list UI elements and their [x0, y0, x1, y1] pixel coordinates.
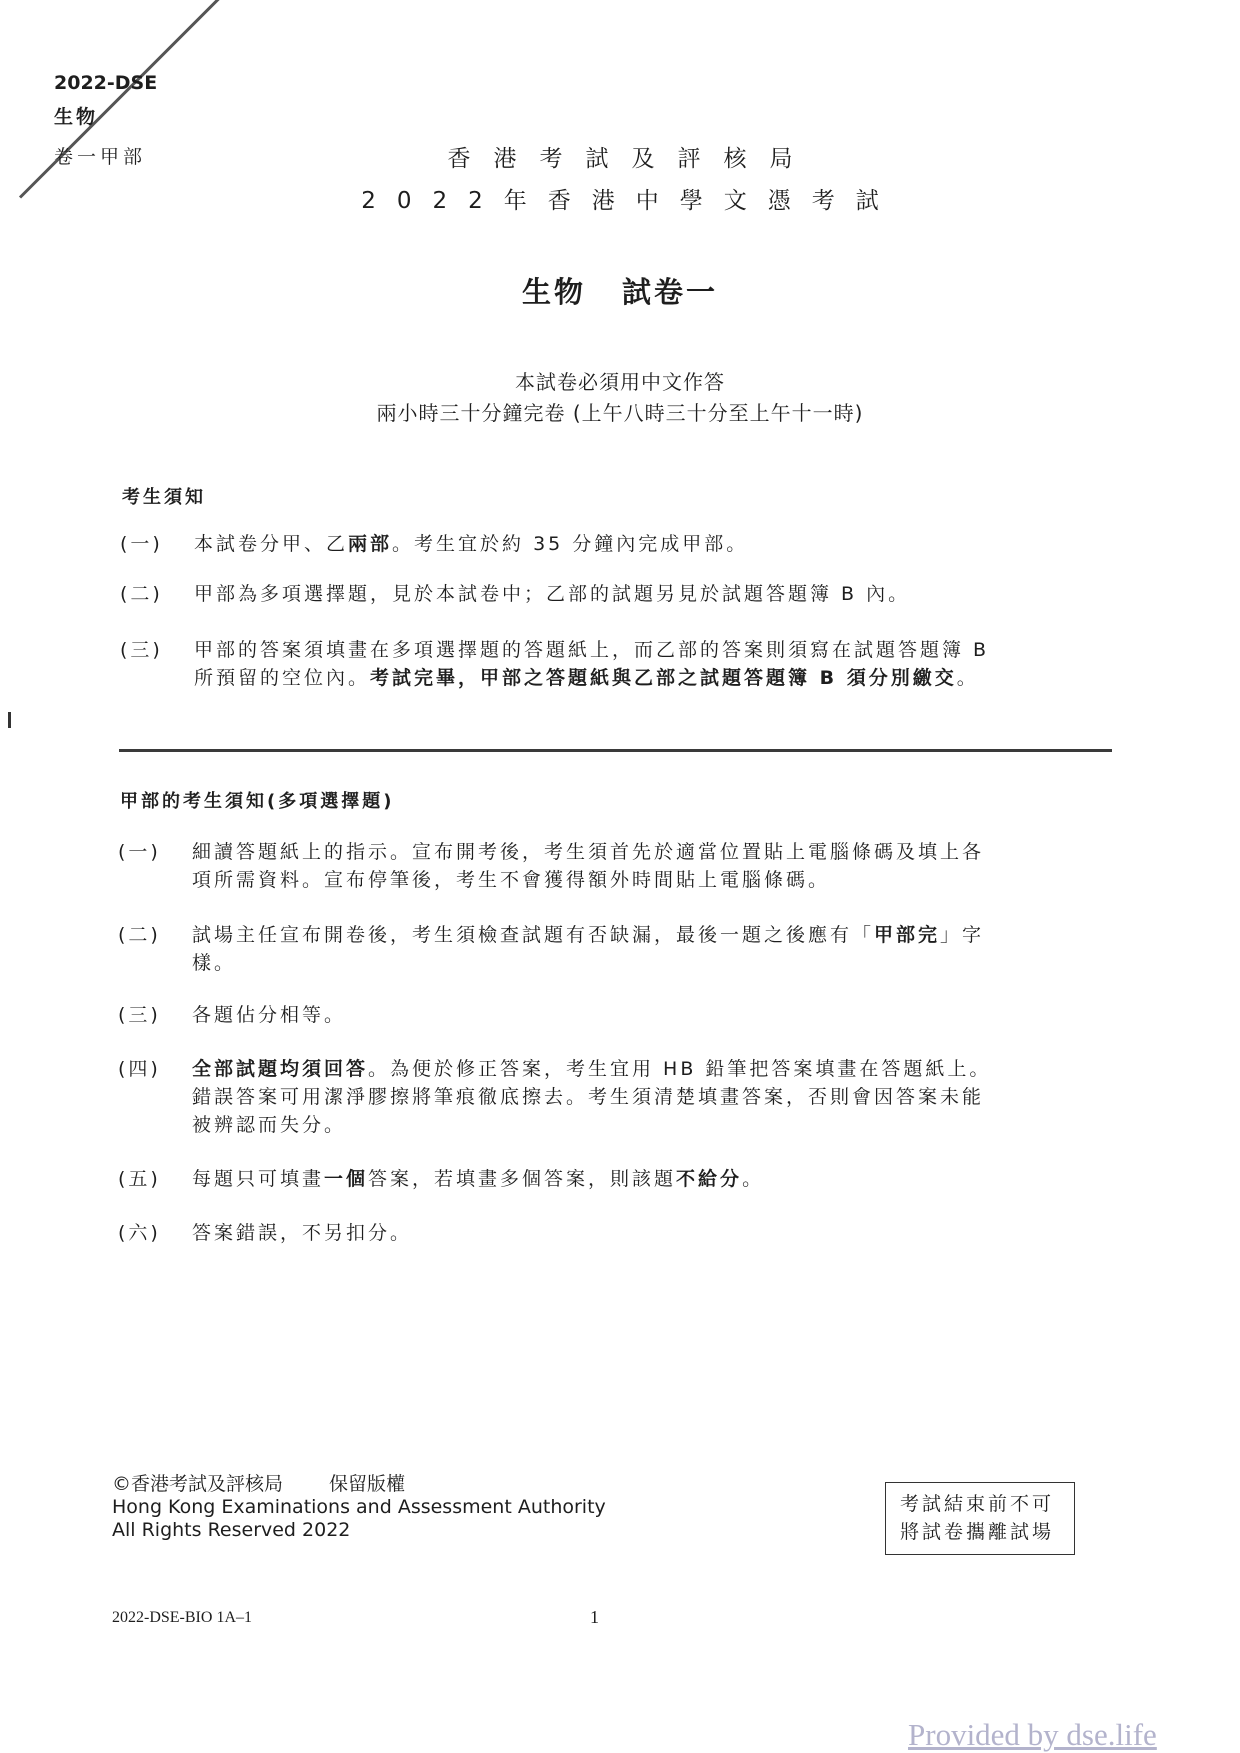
- exam-name: 2022年香港中學文憑考試: [361, 188, 900, 214]
- item-number: (一): [120, 533, 163, 555]
- copyright-authority-en: Hong Kong Examinations and Assessment Authority: [112, 1496, 606, 1518]
- item-number: (一): [118, 841, 161, 863]
- authority-name: 香港考試及評核局: [447, 146, 816, 172]
- language-note: 本試卷必須用中文作答: [515, 370, 725, 394]
- copyright-rights-en: All Rights Reserved 2022: [112, 1519, 351, 1541]
- duration-note: 兩小時三十分鐘完卷 (上午八時三十分至上午十一時): [376, 401, 864, 425]
- watermark-link[interactable]: Provided by dse.life: [908, 1717, 1157, 1752]
- copyright-cn: ©香港考試及評核局 保留版權: [112, 1473, 406, 1495]
- margin-mark: [8, 712, 11, 728]
- exam-code: 2022-DSE: [54, 72, 158, 94]
- title-subject: 生物: [521, 275, 586, 309]
- item-number: (四): [118, 1058, 161, 1080]
- take-away-notice-box: 考試結束前不可 將試卷攜離試場: [885, 1482, 1075, 1555]
- paper-code: 2022-DSE-BIO 1A–1: [112, 1609, 252, 1626]
- general-instructions-title: 考生須知: [122, 487, 206, 508]
- title-paper: 試卷一: [622, 275, 719, 309]
- page-number: 1: [590, 1607, 599, 1627]
- section-a-instructions-title: 甲部的考生須知(多項選擇題): [120, 791, 395, 812]
- item-number: (三): [118, 1004, 161, 1026]
- page-title: [0, 270, 1240, 311]
- item-number: (六): [118, 1222, 161, 1244]
- paper-part-label: 卷一甲部: [54, 146, 147, 168]
- item-number: (二): [118, 924, 161, 946]
- section-divider: [119, 749, 1112, 752]
- item-number: (五): [118, 1168, 161, 1190]
- item-number: (三): [120, 639, 163, 661]
- subject-label: 生物: [54, 106, 99, 128]
- item-number: (二): [120, 583, 163, 605]
